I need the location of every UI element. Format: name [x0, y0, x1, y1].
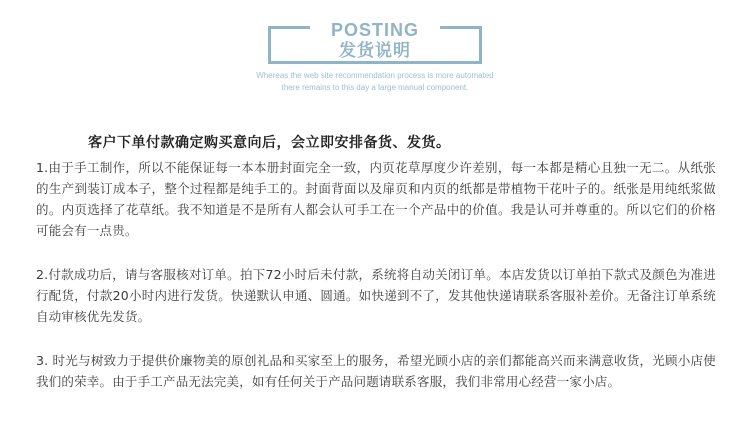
- subtitle-line-2: there remains to this day a large manual component.: [281, 83, 469, 92]
- paragraph-1: 1.由于手工制作，所以不能保证每一本本册封面完全一致，内页花草厚度少许差别，每一本都是精心且独一无二。从纸张的生产到装订成本子，整个过程都是纯手工的。封面背面以及扉页和内页的纸都是带植物干花叶子的。纸张是用纯纸浆做的。内页选择了花草纸。我不知道是不是所有人都会认可手工在一个产品中的价值。我是认可并尊重的。所以它们的价格可能会有一点贵。: [36, 160, 716, 238]
- headline: 客户下单付款确定购买意向后，会立即安排备货、发货。: [88, 135, 451, 151]
- paragraph-3: 3. 时光与树致力于提供价廉物美的原创礼品和买家至上的服务，希望光顾小店的亲们都能高兴而来满意收货，光顾小店使我们的荣幸。由于手工产品无法完美，如有任何关于产品问题请联系客服，我们非常用心经营一家小店。: [36, 353, 716, 389]
- paragraph-2: 2.付款成功后，请与客服核对订单。拍下72小时后未付款，系统将自动关闭订单。本店发货以订单拍下款式及颜色为准进行配货，付款20小时内进行发货。快递默认申通、圆通。如快递到不了，发其他快递请联系客服补差价。无备注订单系统自动审核优先发货。: [36, 267, 716, 324]
- header-title-zh: 发货说明: [339, 41, 411, 61]
- subtitle-line-1: Whereas the web site recommendation process is more automated: [256, 71, 494, 80]
- header-title-en: POSTING: [330, 20, 419, 40]
- header-subtitle: [200, 70, 550, 94]
- posting-header: [268, 16, 482, 64]
- frame-bottom-border: [268, 61, 482, 64]
